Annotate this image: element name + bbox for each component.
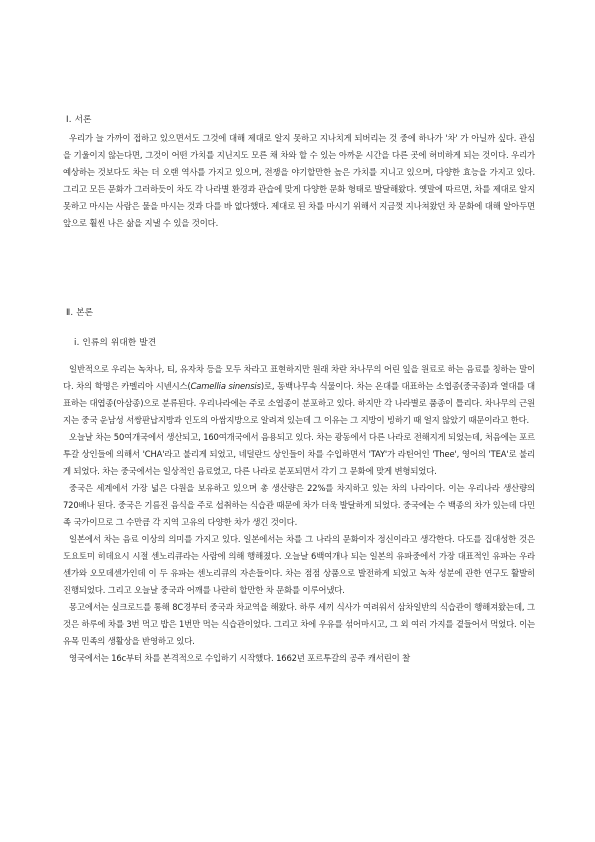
body-paragraph-2: 오늘날 차는 50여개국에서 생산되고, 160여개국에서 음용되고 있다. 차는 광동에서 다른 나라로 전해지게 되었는데, 처음에는 포르투갈 상인들에 의해서 'CHA'라고 불리게 되었고, 네덜란드 상인들이 차를 수입하면서 'TAY'가 라틴어인 'Thee', 영어의 'TEA'로 불리게 되었다. 차는 중국에서는 일상적인 음료였고, 다른 나라로 분포되면서 각기 그 문화에 맞게 변형되었다. xyxy=(63,432,535,476)
intro-paragraph xyxy=(63,130,535,232)
body-heading: Ⅱ. 본론 xyxy=(66,308,94,318)
body-paragraph-1 xyxy=(63,361,535,429)
body-paragraph-3: 중국은 세계에서 가장 넓은 다원을 보유하고 있으며 총 생산량은 22%를 차지하고 있는 차의 나라이다. 이는 우리나라 생산량의 720배나 된다. 중국은 기름진 음식을 주로 섭취하는 식습관 때문에 차가 더욱 발달하게 되었다. 중국에는 수 백종의 차가 있는데 다민족 국가이므로 그 수만큼 각 지역 고유의 다양한 차가 생긴 것이다. xyxy=(63,483,535,527)
body-paragraphs xyxy=(63,361,535,667)
body-paragraph-6: 영국에서는 16c부터 차를 본격적으로 수입하기 시작했다. 1662년 포르투갈의 공주 캐서린이 찰 xyxy=(69,653,411,663)
body-paragraph-1-part-a: 일반적으로 우리는 녹차나, 티, 유자차 등을 모두 차라고 표현하지만 원래 차란 차나무의 어린 잎을 원료로 하는 음료를 칭하는 말이다. 차의 학명은 카멜리아 시넨시스( xyxy=(63,364,535,391)
body-paragraph-4: 일본에서 차는 음료 이상의 의미를 가지고 있다. 일본에서는 차를 그 나라의 문화이자 정신이라고 생각한다. 다도를 집대성한 것은 도요토미 히데요시 시절 센노리큐라는 사람에 의해 행해졌다. 오늘날 6백여개나 되는 일본의 유파중에서 가장 대표적인 유파는 우라센가와 오모데센가인데 이 두 유파는 센노리큐의 자손들이다. 차는 점점 상품으로 발전하게 되었고 녹차 성분에 관한 연구도 활발히 진행되었다. 그리고 오늘날 중국과 어깨를 나란히 할만한 차 문화를 이루어냈다. xyxy=(63,534,535,595)
scientific-name: Camellia sinensis xyxy=(190,381,261,391)
intro-heading: Ⅰ. 서론 xyxy=(66,115,92,125)
intro-paragraph-text: 우리가 늘 가까이 접하고 있으면서도 그것에 대해 제대로 알지 못하고 지나치게 되버리는 것 중에 하나가 '차' 가 아닐까 싶다. 관심을 기울이지 않는다면, 그것이 어떤 가치를 지닌지도 모른 채 차와 할 수 있는 아까운 시간을 다른 곳에 허비하게 되는 것이다. 우리가 예상하는 것보다도 차는 더 오랜 역사를 가지고 있으며, 전쟁을 야기할만한 높은 가치를 지니고 있으며, 다양한 효능을 가지고 있다. 그리고 모든 문화가 그러하듯이 차도 각 나라별 환경과 관습에 맞게 다양한 문화 형태로 발달해왔다. 옛말에 따르면, 차를 제대로 알지 못하고 마시는 사람은 물을 마시는 것과 다를 바 없다했다. 제대로 된 차를 마시기 위해서 지금껏 지나쳐왔던 차 문화에 대해 알아두면 앞으로 훨씬 나은 삶을 지낼 수 있을 것이다. xyxy=(63,133,535,228)
body-paragraph-1-part-b: )로, 동백나무속 식물이다. 차는 온대를 대표하는 소엽종(중국종)과 열대를 대표하는 대엽종(아삼종)으로 분류된다. 우리나라에는 주로 소엽종이 분포하고 있다. 하지만 각 나라별로 품종이 틀리다. 차나무의 근원지는 중국 운남성 서쌍판납지방과 인도의 아쌈지방으로 알려져 있는데 그 이유는 그 지방이 빙하기 때 얼지 않았기 때문이라고 한다. xyxy=(63,381,535,425)
sub-heading: ⅰ. 인류의 위대한 발견 xyxy=(74,338,157,348)
body-paragraph-5: 몽고에서는 실크로드를 통해 8C경부터 중국과 차교역을 해왔다. 하루 세끼 식사가 여려워서 삼차일반의 식습관이 행해져왔는데, 그것은 하루에 차를 3번 먹고 밥은 1번만 먹는 식습관이었다. 그리고 차에 우유를 섞어마시고, 그 외 여러 가지를 곁들어서 먹었다. 이는 유목 민족의 생활상을 반영하고 있다. xyxy=(63,602,535,646)
